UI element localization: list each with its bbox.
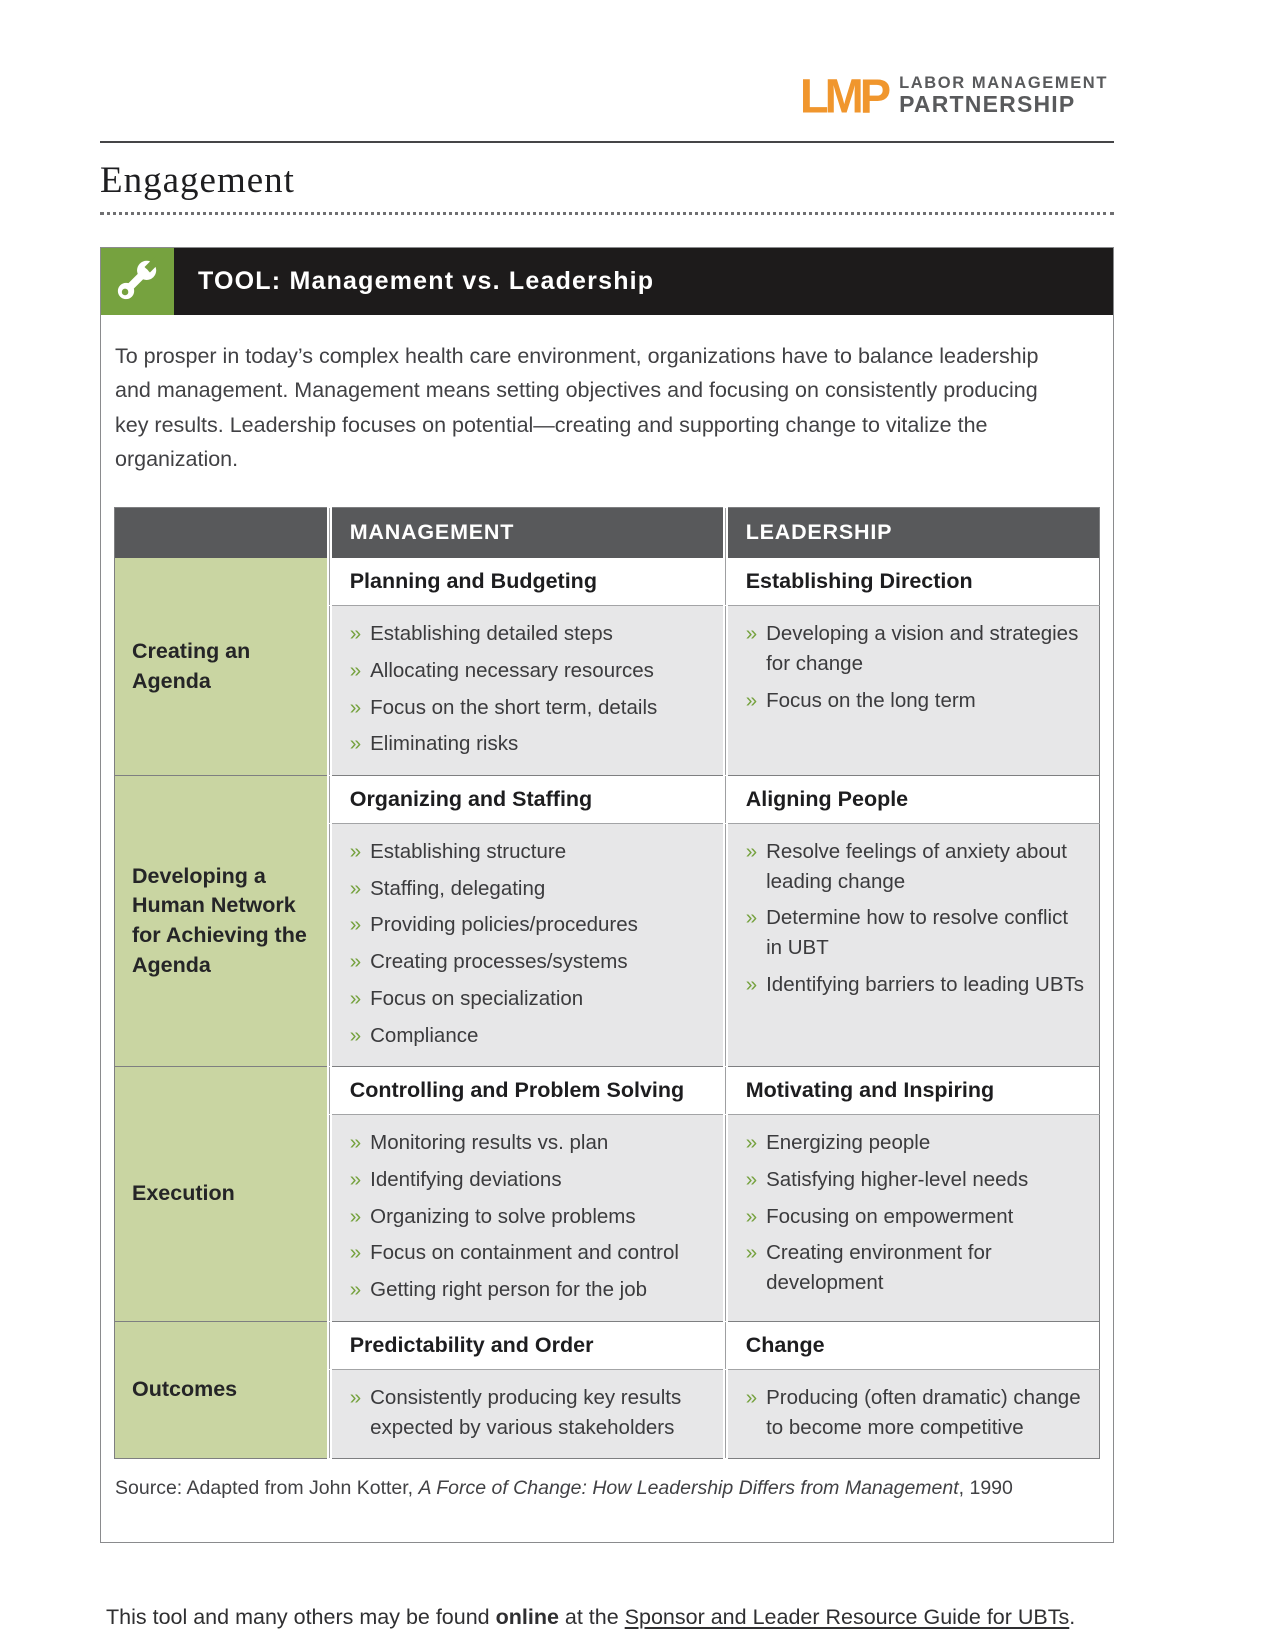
bullet-text: Creating processes/systems	[370, 950, 628, 974]
tool-title: TOOL: Management vs. Leadership	[198, 267, 655, 295]
leadership-column-header: LEADERSHIP	[725, 507, 1099, 558]
bullet-icon: »	[349, 950, 362, 974]
bullet-text: Establishing detailed steps	[370, 622, 613, 646]
bullet-icon: »	[745, 1131, 758, 1155]
bullet-item	[350, 1202, 713, 1232]
logo-text	[899, 75, 1108, 116]
bullet-text: Developing a vision and strategies for change	[766, 622, 1079, 675]
intro-paragraph: To prosper in today’s complex health care environment, organizations have to balance leadership and management. Management means setting objectives and focusing on consistently producing key results. Leadership focuses on potential—creating and supporting change to vitalize the organization.	[115, 344, 1039, 472]
bullet-text: Providing policies/procedures	[370, 913, 638, 937]
logo-line2: PARTNERSHIP	[899, 91, 1076, 118]
management-subheader: Predictability and Order	[329, 1321, 725, 1369]
bullet-text: Establishing structure	[370, 839, 567, 863]
bullet-item	[350, 1165, 713, 1195]
bullet-item	[350, 947, 713, 977]
leadership-subheader: Motivating and Inspiring	[725, 1067, 1099, 1115]
management-leadership-table	[114, 507, 1100, 1460]
bullet-icon: »	[349, 658, 362, 682]
footer-online: online	[495, 1605, 559, 1630]
bullet-icon: »	[349, 1023, 362, 1047]
bullet-icon: »	[349, 913, 362, 937]
bullet-item	[350, 1275, 713, 1305]
source-book-title: A Force of Change: How Leadership Differs from Management	[418, 1477, 959, 1500]
bullet-text: Satisfying higher-level needs	[766, 1167, 1029, 1191]
page-title: Engagement	[100, 160, 295, 201]
logo	[100, 68, 1114, 123]
bullet-item	[746, 970, 1089, 1000]
bullet-item	[350, 837, 713, 867]
management-column-header: MANAGEMENT	[329, 507, 725, 558]
bullet-icon: »	[745, 972, 758, 996]
bullet-text: Producing (often dramatic) change to become more competitive	[766, 1385, 1081, 1439]
management-items-cell	[329, 606, 725, 776]
table-subheader-row	[115, 775, 1100, 823]
bullet-item	[350, 619, 713, 649]
leadership-subheader: Aligning People	[725, 775, 1099, 823]
footer-pre: This tool and many others may be found	[106, 1605, 496, 1630]
bullet-text: Allocating necessary resources	[370, 658, 654, 682]
source-line	[114, 1459, 1100, 1542]
tool-title-bar	[174, 248, 1113, 315]
leadership-subheader: Establishing Direction	[725, 558, 1099, 606]
bullet-text: Determine how to resolve conflict in UBT	[766, 906, 1069, 960]
lmp-logo-mark: LMP	[799, 68, 888, 123]
tool-box	[100, 247, 1114, 1543]
bullet-item	[746, 837, 1089, 896]
bullet-text: Compliance	[370, 1023, 479, 1047]
management-subheader: Controlling and Problem Solving	[329, 1067, 725, 1115]
bullet-icon: »	[349, 1131, 362, 1155]
bullet-icon: »	[745, 1167, 758, 1191]
bullet-icon: »	[349, 622, 362, 646]
management-subheader: Planning and Budgeting	[329, 558, 725, 606]
leadership-items-cell	[725, 1369, 1099, 1458]
bullet-icon: »	[745, 622, 758, 646]
bullet-text: Focus on containment and control	[370, 1241, 679, 1265]
bullet-text: Identifying barriers to leading UBTs	[766, 972, 1085, 996]
bullet-text: Focus on the long term	[766, 688, 976, 712]
bullet-text: Getting right person for the job	[370, 1278, 648, 1302]
bullet-item	[350, 729, 713, 759]
bullet-item	[746, 1165, 1089, 1195]
bullet-icon: »	[349, 695, 362, 719]
bullet-icon: »	[349, 1241, 362, 1265]
bullet-icon: »	[745, 688, 758, 712]
bullet-icon: »	[745, 1385, 758, 1409]
bullet-item	[350, 693, 713, 723]
table-subheader-row	[115, 1067, 1100, 1115]
bullet-text: Staffing, delegating	[370, 876, 546, 900]
source-prefix: Source: Adapted from John Kotter,	[115, 1477, 419, 1500]
bullet-icon: »	[745, 839, 758, 863]
bullet-text: Focusing on empowerment	[766, 1204, 1014, 1228]
bullet-item	[746, 1128, 1089, 1158]
tool-content	[101, 315, 1113, 1542]
table-subheader-row	[115, 558, 1100, 606]
resource-guide-link[interactable]: Sponsor and Leader Resource Guide for UBTs	[624, 1605, 1070, 1630]
leadership-items-cell	[725, 606, 1099, 776]
bullet-item	[350, 1383, 713, 1442]
bullet-item	[350, 1238, 713, 1268]
bullet-icon: »	[349, 1204, 362, 1228]
bullet-icon: »	[349, 1278, 362, 1302]
bullet-icon: »	[349, 1167, 362, 1191]
footer-mid: at the	[558, 1605, 625, 1630]
source-suffix: , 1990	[958, 1477, 1013, 1500]
bullet-item	[746, 619, 1089, 678]
bullet-icon: »	[349, 876, 362, 900]
leadership-items-cell	[725, 823, 1099, 1066]
bullet-text: Creating environment for development	[766, 1241, 992, 1295]
page	[100, 0, 1114, 1630]
bullet-text: Energizing people	[766, 1131, 931, 1155]
table-body	[115, 558, 1100, 1459]
bullet-item	[350, 1128, 713, 1158]
bullet-text: Resolve feelings of anxiety about leading change	[766, 839, 1067, 893]
category-cell: Execution	[115, 1067, 330, 1322]
bullet-item	[350, 656, 713, 686]
bullet-icon: »	[349, 1385, 362, 1409]
bullet-item	[350, 874, 713, 904]
bullet-item	[746, 1238, 1089, 1297]
bullet-icon: »	[349, 732, 362, 756]
category-cell: Developing a Human Network for Achieving the Agenda	[115, 775, 330, 1066]
bullet-item	[746, 1202, 1089, 1232]
tool-header-bar	[101, 248, 1113, 315]
table-header	[115, 507, 1100, 558]
management-subheader: Organizing and Staffing	[329, 775, 725, 823]
dotted-rule	[100, 212, 1114, 215]
bullet-text: Organizing to solve problems	[370, 1204, 636, 1228]
logo-line1: LABOR MANAGEMENT	[899, 73, 1108, 92]
footer-end: .	[1069, 1605, 1076, 1630]
bullet-text: Consistently producing key results expected by various stakeholders	[370, 1385, 682, 1439]
footer-note	[100, 1605, 1114, 1630]
management-items-cell	[329, 1369, 725, 1458]
header-rule	[100, 141, 1114, 143]
management-items-cell	[329, 1115, 725, 1322]
leadership-subheader: Change	[725, 1321, 1099, 1369]
bullet-icon: »	[349, 986, 362, 1010]
bullet-item	[746, 903, 1089, 962]
category-cell: Outcomes	[115, 1321, 330, 1458]
corner-header-cell	[115, 507, 330, 558]
bullet-icon: »	[745, 1204, 758, 1228]
bullet-text: Eliminating risks	[370, 732, 519, 756]
bullet-item	[350, 984, 713, 1014]
bullet-icon: »	[745, 1241, 758, 1265]
tool-icon-box	[101, 248, 174, 315]
table-subheader-row	[115, 1321, 1100, 1369]
bullet-text: Monitoring results vs. plan	[370, 1131, 609, 1155]
bullet-text: Identifying deviations	[370, 1167, 562, 1191]
bullet-item	[350, 910, 713, 940]
bullet-text: Focus on the short term, details	[370, 695, 658, 719]
category-cell: Creating an Agenda	[115, 558, 330, 775]
bullet-text: Focus on specialization	[370, 986, 584, 1010]
management-items-cell	[329, 823, 725, 1066]
leadership-items-cell	[725, 1115, 1099, 1322]
bullet-item	[746, 686, 1089, 716]
bullet-icon: »	[745, 906, 758, 930]
bullet-item	[746, 1383, 1089, 1442]
bullet-item	[350, 1021, 713, 1051]
bullet-icon: »	[349, 839, 362, 863]
wrench-icon	[115, 256, 161, 307]
